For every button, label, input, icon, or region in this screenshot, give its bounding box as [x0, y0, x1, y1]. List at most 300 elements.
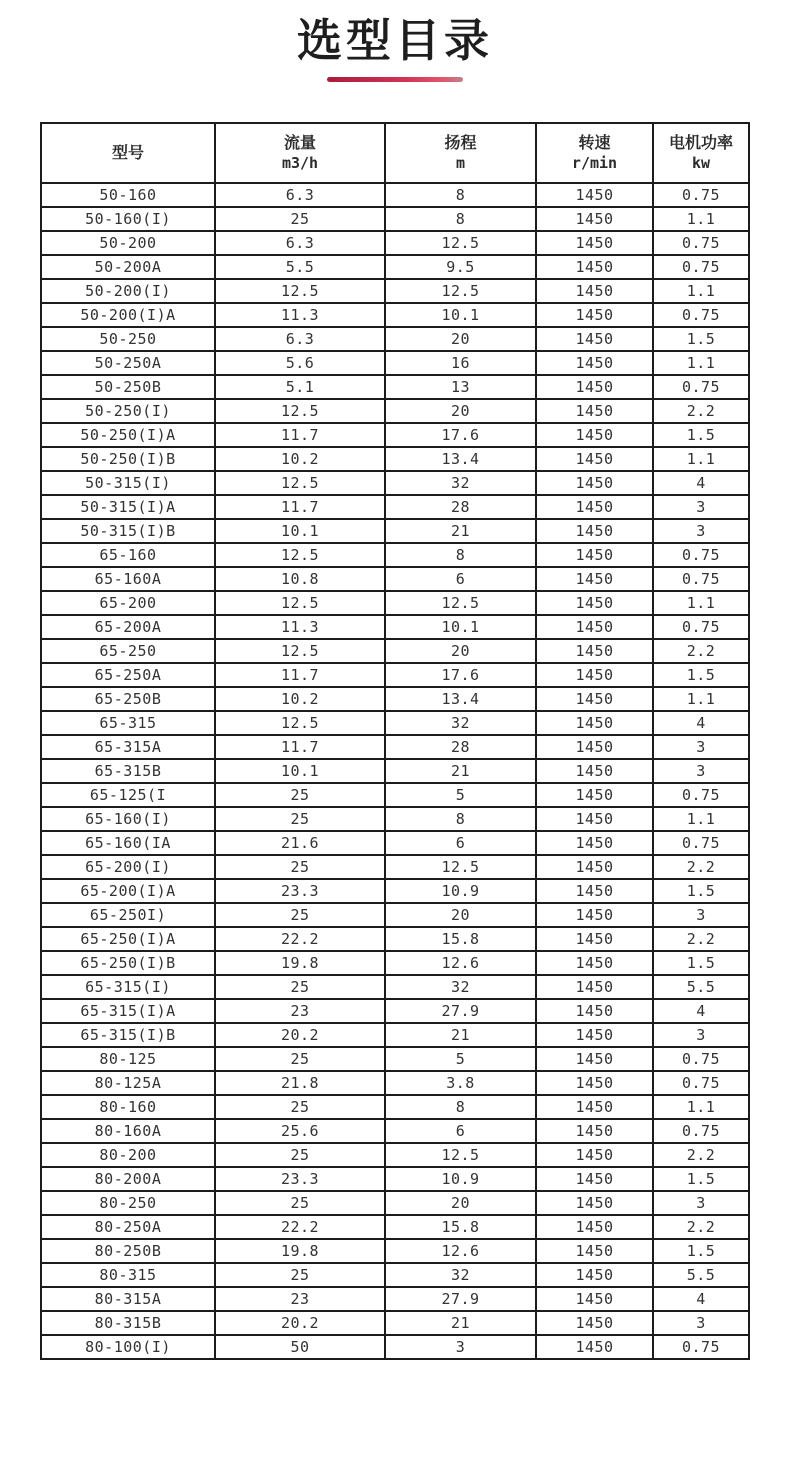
- table-row: [41, 1071, 749, 1095]
- column-header-3: [536, 123, 653, 183]
- value-cell: 9.5: [385, 255, 536, 279]
- table-row: [41, 1167, 749, 1191]
- value-cell: 1.1: [653, 591, 749, 615]
- value-cell: 5: [385, 1047, 536, 1071]
- model-cell: 50-315(I): [41, 471, 215, 495]
- value-cell: 0.75: [653, 1047, 749, 1071]
- table-row: [41, 927, 749, 951]
- model-cell: 65-250(I)A: [41, 927, 215, 951]
- model-cell: 65-125(I: [41, 783, 215, 807]
- value-cell: 1450: [536, 375, 653, 399]
- model-cell: 80-160: [41, 1095, 215, 1119]
- value-cell: 1.5: [653, 1239, 749, 1263]
- value-cell: 3: [385, 1335, 536, 1359]
- value-cell: 17.6: [385, 423, 536, 447]
- table-row: [41, 1263, 749, 1287]
- value-cell: 5.5: [653, 975, 749, 999]
- model-cell: 65-315A: [41, 735, 215, 759]
- value-cell: 10.8: [215, 567, 385, 591]
- model-cell: 80-125A: [41, 1071, 215, 1095]
- value-cell: 1450: [536, 1215, 653, 1239]
- value-cell: 2.2: [653, 639, 749, 663]
- value-cell: 12.5: [385, 231, 536, 255]
- value-cell: 19.8: [215, 951, 385, 975]
- table-row: [41, 639, 749, 663]
- table-row: [41, 207, 749, 231]
- model-cell: 65-200(I): [41, 855, 215, 879]
- value-cell: 27.9: [385, 1287, 536, 1311]
- model-cell: 80-250A: [41, 1215, 215, 1239]
- value-cell: 12.5: [385, 1143, 536, 1167]
- value-cell: 3: [653, 1191, 749, 1215]
- column-header-2: [385, 123, 536, 183]
- value-cell: 1450: [536, 975, 653, 999]
- value-cell: 3: [653, 519, 749, 543]
- model-cell: 50-250(I)B: [41, 447, 215, 471]
- value-cell: 1450: [536, 567, 653, 591]
- value-cell: 12.5: [215, 279, 385, 303]
- value-cell: 12.5: [215, 471, 385, 495]
- value-cell: 50: [215, 1335, 385, 1359]
- value-cell: 2.2: [653, 927, 749, 951]
- model-cell: 50-250A: [41, 351, 215, 375]
- value-cell: 1.5: [653, 423, 749, 447]
- value-cell: 20: [385, 639, 536, 663]
- value-cell: 10.9: [385, 879, 536, 903]
- value-cell: 1450: [536, 951, 653, 975]
- value-cell: 0.75: [653, 567, 749, 591]
- value-cell: 2.2: [653, 399, 749, 423]
- value-cell: 1450: [536, 231, 653, 255]
- value-cell: 12.5: [215, 543, 385, 567]
- table-row: [41, 303, 749, 327]
- value-cell: 27.9: [385, 999, 536, 1023]
- column-header-4: [653, 123, 749, 183]
- value-cell: 11.7: [215, 735, 385, 759]
- model-cell: 65-315(I)B: [41, 1023, 215, 1047]
- value-cell: 15.8: [385, 927, 536, 951]
- value-cell: 25: [215, 1047, 385, 1071]
- table-row: [41, 1311, 749, 1335]
- value-cell: 1450: [536, 255, 653, 279]
- value-cell: 4: [653, 999, 749, 1023]
- model-cell: 80-315B: [41, 1311, 215, 1335]
- value-cell: 8: [385, 183, 536, 207]
- column-unit: m: [455, 153, 466, 172]
- table-row: [41, 1095, 749, 1119]
- table-row: [41, 279, 749, 303]
- value-cell: 16: [385, 351, 536, 375]
- value-cell: 1450: [536, 591, 653, 615]
- value-cell: 1450: [536, 999, 653, 1023]
- value-cell: 1450: [536, 207, 653, 231]
- value-cell: 1450: [536, 1335, 653, 1359]
- value-cell: 12.6: [385, 1239, 536, 1263]
- value-cell: 12.5: [215, 639, 385, 663]
- value-cell: 1.5: [653, 327, 749, 351]
- model-cell: 50-160: [41, 183, 215, 207]
- value-cell: 10.1: [385, 615, 536, 639]
- table-row: [41, 1023, 749, 1047]
- model-cell: 80-250B: [41, 1239, 215, 1263]
- table-row: [41, 1119, 749, 1143]
- value-cell: 0.75: [653, 375, 749, 399]
- table-header: [41, 123, 749, 183]
- column-label: 扬程: [444, 133, 477, 153]
- table-row: [41, 807, 749, 831]
- value-cell: 1450: [536, 759, 653, 783]
- value-cell: 25: [215, 1191, 385, 1215]
- value-cell: 1.1: [653, 207, 749, 231]
- value-cell: 4: [653, 471, 749, 495]
- value-cell: 25: [215, 903, 385, 927]
- value-cell: 12.6: [385, 951, 536, 975]
- value-cell: 3.8: [385, 1071, 536, 1095]
- value-cell: 0.75: [653, 303, 749, 327]
- table-row: [41, 687, 749, 711]
- header-row: [41, 123, 749, 183]
- value-cell: 25: [215, 975, 385, 999]
- column-label: 型号: [111, 142, 144, 162]
- value-cell: 1450: [536, 783, 653, 807]
- model-cell: 50-200(I)A: [41, 303, 215, 327]
- value-cell: 1.1: [653, 279, 749, 303]
- value-cell: 2.2: [653, 1215, 749, 1239]
- value-cell: 28: [385, 735, 536, 759]
- table-row: [41, 1047, 749, 1071]
- value-cell: 1450: [536, 855, 653, 879]
- table-row: [41, 231, 749, 255]
- value-cell: 12.5: [385, 591, 536, 615]
- column-label: 流量: [283, 133, 316, 153]
- column-label: 电机功率: [668, 133, 733, 153]
- value-cell: 5.1: [215, 375, 385, 399]
- value-cell: 12.5: [385, 279, 536, 303]
- value-cell: 3: [653, 1023, 749, 1047]
- value-cell: 1450: [536, 927, 653, 951]
- table-row: [41, 519, 749, 543]
- column-unit: r/min: [571, 153, 618, 172]
- value-cell: 20: [385, 327, 536, 351]
- page-title: 选型目录: [296, 14, 493, 67]
- value-cell: 1450: [536, 639, 653, 663]
- model-cell: 80-200A: [41, 1167, 215, 1191]
- table-row: [41, 351, 749, 375]
- value-cell: 23: [215, 999, 385, 1023]
- value-cell: 6.3: [215, 231, 385, 255]
- model-cell: 50-160(I): [41, 207, 215, 231]
- value-cell: 5: [385, 783, 536, 807]
- table-row: [41, 855, 749, 879]
- value-cell: 0.75: [653, 1119, 749, 1143]
- value-cell: 2.2: [653, 1143, 749, 1167]
- value-cell: 4: [653, 711, 749, 735]
- value-cell: 0.75: [653, 183, 749, 207]
- model-cell: 50-315(I)B: [41, 519, 215, 543]
- table-row: [41, 1191, 749, 1215]
- value-cell: 8: [385, 807, 536, 831]
- table-row: [41, 951, 749, 975]
- table-row: [41, 783, 749, 807]
- value-cell: 22.2: [215, 1215, 385, 1239]
- value-cell: 1450: [536, 1047, 653, 1071]
- value-cell: 1450: [536, 1143, 653, 1167]
- value-cell: 25: [215, 783, 385, 807]
- value-cell: 6.3: [215, 183, 385, 207]
- value-cell: 32: [385, 1263, 536, 1287]
- table-row: [41, 1143, 749, 1167]
- value-cell: 1450: [536, 615, 653, 639]
- value-cell: 12.5: [215, 711, 385, 735]
- value-cell: 1450: [536, 1263, 653, 1287]
- value-cell: 3: [653, 735, 749, 759]
- value-cell: 3: [653, 759, 749, 783]
- value-cell: 23: [215, 1287, 385, 1311]
- value-cell: 20: [385, 1191, 536, 1215]
- model-cell: 65-200: [41, 591, 215, 615]
- table-row: [41, 615, 749, 639]
- value-cell: 32: [385, 975, 536, 999]
- value-cell: 21.6: [215, 831, 385, 855]
- value-cell: 1.1: [653, 447, 749, 471]
- value-cell: 5.5: [215, 255, 385, 279]
- value-cell: 1.5: [653, 663, 749, 687]
- model-cell: 50-250: [41, 327, 215, 351]
- value-cell: 6: [385, 567, 536, 591]
- value-cell: 21: [385, 519, 536, 543]
- value-cell: 1450: [536, 351, 653, 375]
- table-row: [41, 999, 749, 1023]
- value-cell: 5.5: [653, 1263, 749, 1287]
- value-cell: 1450: [536, 1311, 653, 1335]
- value-cell: 0.75: [653, 615, 749, 639]
- table-row: [41, 711, 749, 735]
- table-body: [41, 183, 749, 1359]
- value-cell: 1.1: [653, 1095, 749, 1119]
- value-cell: 13: [385, 375, 536, 399]
- value-cell: 25: [215, 1263, 385, 1287]
- value-cell: 10.2: [215, 447, 385, 471]
- value-cell: 1.1: [653, 687, 749, 711]
- model-cell: 50-250(I): [41, 399, 215, 423]
- title-underline: [327, 77, 463, 82]
- value-cell: 22.2: [215, 927, 385, 951]
- model-cell: 65-250: [41, 639, 215, 663]
- value-cell: 1450: [536, 735, 653, 759]
- value-cell: 1450: [536, 1023, 653, 1047]
- value-cell: 1450: [536, 1167, 653, 1191]
- table-row: [41, 255, 749, 279]
- value-cell: 17.6: [385, 663, 536, 687]
- model-cell: 65-160: [41, 543, 215, 567]
- value-cell: 1450: [536, 183, 653, 207]
- column-unit: kw: [691, 153, 711, 172]
- value-cell: 1.5: [653, 1167, 749, 1191]
- column-header-1: [215, 123, 385, 183]
- value-cell: 3: [653, 903, 749, 927]
- value-cell: 1450: [536, 423, 653, 447]
- model-cell: 50-200: [41, 231, 215, 255]
- model-cell: 65-200(I)A: [41, 879, 215, 903]
- value-cell: 1450: [536, 471, 653, 495]
- value-cell: 3: [653, 495, 749, 519]
- model-cell: 80-100(I): [41, 1335, 215, 1359]
- table-row: [41, 831, 749, 855]
- value-cell: 21: [385, 1311, 536, 1335]
- value-cell: 32: [385, 711, 536, 735]
- model-cell: 50-315(I)A: [41, 495, 215, 519]
- value-cell: 12.5: [215, 591, 385, 615]
- value-cell: 10.1: [215, 759, 385, 783]
- value-cell: 1450: [536, 1239, 653, 1263]
- value-cell: 0.75: [653, 831, 749, 855]
- table-row: [41, 975, 749, 999]
- table-row: [41, 1239, 749, 1263]
- value-cell: 21: [385, 759, 536, 783]
- selection-catalog-table: [40, 122, 750, 1360]
- value-cell: 0.75: [653, 231, 749, 255]
- value-cell: 28: [385, 495, 536, 519]
- value-cell: 5.6: [215, 351, 385, 375]
- model-cell: 80-250: [41, 1191, 215, 1215]
- value-cell: 11.7: [215, 495, 385, 519]
- value-cell: 12.5: [215, 399, 385, 423]
- value-cell: 1450: [536, 903, 653, 927]
- value-cell: 0.75: [653, 255, 749, 279]
- value-cell: 1450: [536, 447, 653, 471]
- value-cell: 3: [653, 1311, 749, 1335]
- value-cell: 13.4: [385, 447, 536, 471]
- model-cell: 65-160(I): [41, 807, 215, 831]
- model-cell: 50-250B: [41, 375, 215, 399]
- table-row: [41, 375, 749, 399]
- value-cell: 8: [385, 543, 536, 567]
- value-cell: 25: [215, 855, 385, 879]
- value-cell: 1450: [536, 279, 653, 303]
- column-unit: m3/h: [281, 153, 319, 172]
- value-cell: 19.8: [215, 1239, 385, 1263]
- table-row: [41, 1287, 749, 1311]
- value-cell: 1450: [536, 831, 653, 855]
- value-cell: 1.1: [653, 807, 749, 831]
- model-cell: 65-160A: [41, 567, 215, 591]
- value-cell: 25: [215, 807, 385, 831]
- table-row: [41, 879, 749, 903]
- value-cell: 25: [215, 1143, 385, 1167]
- value-cell: 1450: [536, 303, 653, 327]
- value-cell: 11.7: [215, 423, 385, 447]
- model-cell: 65-250(I)B: [41, 951, 215, 975]
- value-cell: 1450: [536, 1095, 653, 1119]
- value-cell: 8: [385, 1095, 536, 1119]
- table-row: [41, 327, 749, 351]
- value-cell: 1450: [536, 495, 653, 519]
- value-cell: 1450: [536, 663, 653, 687]
- model-cell: 80-315: [41, 1263, 215, 1287]
- value-cell: 23.3: [215, 1167, 385, 1191]
- table-row: [41, 543, 749, 567]
- value-cell: 1450: [536, 687, 653, 711]
- value-cell: 1450: [536, 879, 653, 903]
- value-cell: 10.1: [385, 303, 536, 327]
- value-cell: 1.5: [653, 879, 749, 903]
- table-row: [41, 1215, 749, 1239]
- value-cell: 21.8: [215, 1071, 385, 1095]
- table-row: [41, 399, 749, 423]
- model-cell: 65-250B: [41, 687, 215, 711]
- value-cell: 0.75: [653, 1335, 749, 1359]
- value-cell: 0.75: [653, 1071, 749, 1095]
- value-cell: 1450: [536, 1287, 653, 1311]
- value-cell: 20: [385, 399, 536, 423]
- value-cell: 0.75: [653, 543, 749, 567]
- value-cell: 8: [385, 207, 536, 231]
- table-row: [41, 423, 749, 447]
- value-cell: 13.4: [385, 687, 536, 711]
- value-cell: 10.2: [215, 687, 385, 711]
- value-cell: 21: [385, 1023, 536, 1047]
- value-cell: 11.3: [215, 615, 385, 639]
- value-cell: 1450: [536, 543, 653, 567]
- table-row: [41, 903, 749, 927]
- value-cell: 1450: [536, 1191, 653, 1215]
- value-cell: 6: [385, 831, 536, 855]
- table-row: [41, 591, 749, 615]
- value-cell: 0.75: [653, 783, 749, 807]
- value-cell: 1450: [536, 711, 653, 735]
- model-cell: 80-315A: [41, 1287, 215, 1311]
- value-cell: 15.8: [385, 1215, 536, 1239]
- value-cell: 20: [385, 903, 536, 927]
- value-cell: 23.3: [215, 879, 385, 903]
- column-label: 转速: [578, 133, 611, 153]
- column-header-0: [41, 123, 215, 183]
- table-row: [41, 471, 749, 495]
- model-cell: 65-315: [41, 711, 215, 735]
- model-cell: 80-125: [41, 1047, 215, 1071]
- value-cell: 2.2: [653, 855, 749, 879]
- value-cell: 20.2: [215, 1311, 385, 1335]
- value-cell: 20.2: [215, 1023, 385, 1047]
- value-cell: 6: [385, 1119, 536, 1143]
- value-cell: 32: [385, 471, 536, 495]
- value-cell: 1.5: [653, 951, 749, 975]
- table-row: [41, 663, 749, 687]
- value-cell: 25.6: [215, 1119, 385, 1143]
- value-cell: 25: [215, 1095, 385, 1119]
- value-cell: 1450: [536, 1119, 653, 1143]
- model-cell: 65-315(I): [41, 975, 215, 999]
- model-cell: 80-160A: [41, 1119, 215, 1143]
- value-cell: 25: [215, 207, 385, 231]
- model-cell: 65-200A: [41, 615, 215, 639]
- model-cell: 80-200: [41, 1143, 215, 1167]
- table-row: [41, 1335, 749, 1359]
- value-cell: 12.5: [385, 855, 536, 879]
- value-cell: 10.1: [215, 519, 385, 543]
- value-cell: 1450: [536, 399, 653, 423]
- table-row: [41, 759, 749, 783]
- value-cell: 1450: [536, 807, 653, 831]
- model-cell: 65-250A: [41, 663, 215, 687]
- model-cell: 50-200(I): [41, 279, 215, 303]
- table-row: [41, 447, 749, 471]
- table-row: [41, 567, 749, 591]
- value-cell: 1450: [536, 1071, 653, 1095]
- model-cell: 65-160(IA: [41, 831, 215, 855]
- model-cell: 50-250(I)A: [41, 423, 215, 447]
- value-cell: 1450: [536, 519, 653, 543]
